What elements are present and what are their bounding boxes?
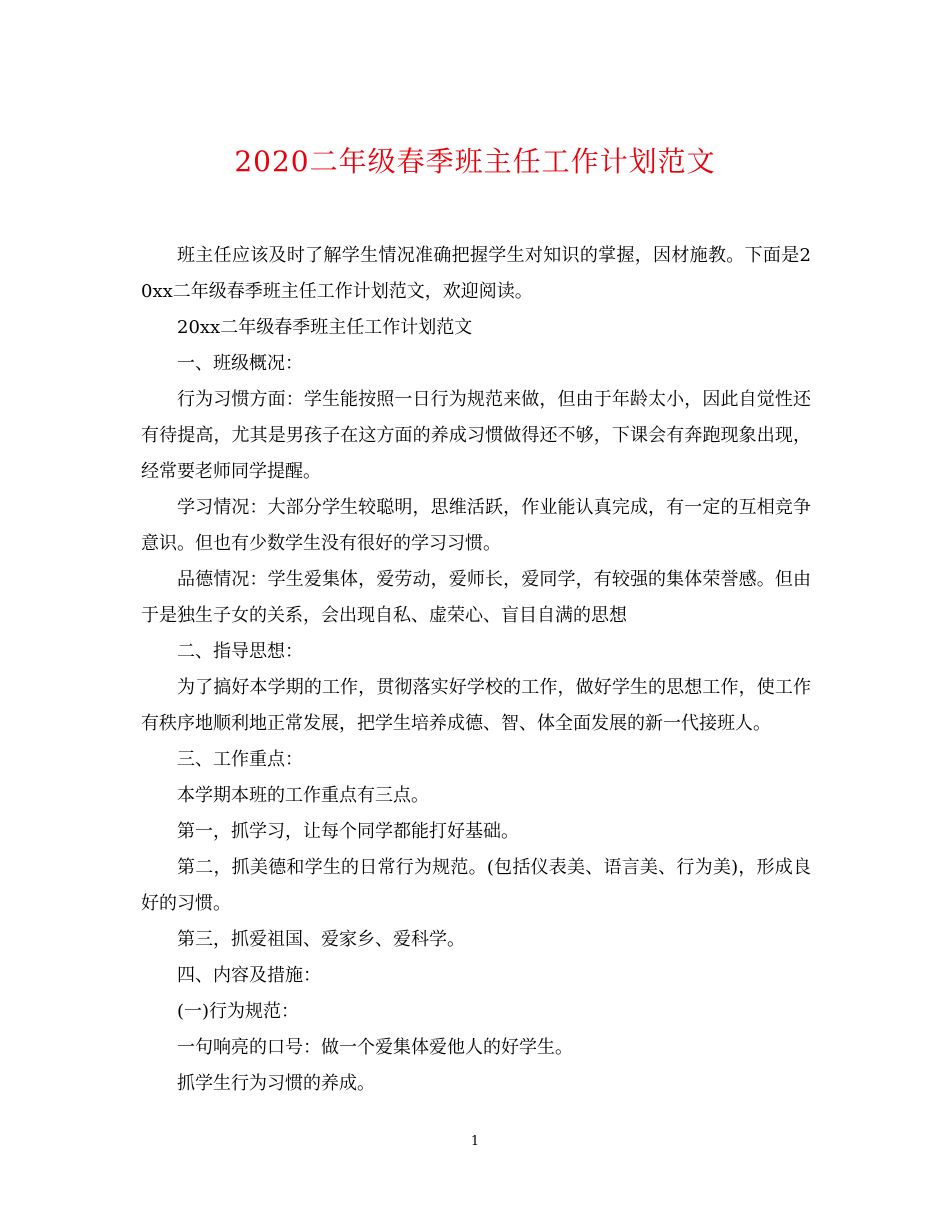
key-point-second: 第二，抓美德和学生的日常行为规范。(包括仪表美、语言美、行为美)，形成良好的习惯。	[141, 857, 811, 914]
section-heading-key-points: 三、工作重点：	[177, 749, 303, 770]
section-heading-measures: 四、内容及措施：	[177, 965, 321, 986]
intro-paragraph: 班主任应该及时了解学生情况准确把握学生对知识的掌握，因材施教。下面是20xx二年级春季班主任工作计划范文，欢迎阅读。	[141, 245, 811, 302]
subsection-heading-behavior-norms: (一)行为规范：	[177, 1001, 300, 1022]
section-heading-class-overview: 一、班级概况：	[177, 353, 303, 374]
section-heading-guiding-thought: 二、指导思想：	[177, 641, 303, 662]
key-point-first: 第一，抓学习，让每个同学都能打好基础。	[177, 821, 519, 842]
key-points-intro: 本学期本班的工作重点有三点。	[177, 785, 429, 806]
document-title: 2020二年级春季班主任工作计划范文	[234, 145, 716, 178]
habit-paragraph: 抓学生行为习惯的养成。	[177, 1073, 375, 1094]
document-body	[141, 238, 811, 1102]
study-paragraph: 学习情况：大部分学生较聪明，思维活跃，作业能认真完成，有一定的互相竞争意识。但也有少数学生没有很好的学习习惯。	[141, 497, 811, 554]
behavior-paragraph: 行为习惯方面：学生能按照一日行为规范来做，但由于年龄太小，因此自觉性还有待提高，尤其是男孩子在这方面的养成习惯做得还不够，下课会有奔跑现象出现，经常要老师同学提醒。	[141, 389, 811, 482]
key-point-third: 第三，抓爱祖国、爱家乡、爱科学。	[177, 929, 465, 950]
slogan-paragraph: 一句响亮的口号：做一个爱集体爱他人的好学生。	[177, 1037, 573, 1058]
page-number: 1	[470, 1134, 480, 1149]
guiding-thought-paragraph: 为了搞好本学期的工作，贯彻落实好学校的工作，做好学生的思想工作，使工作有秩序地顺利地正常发展，把学生培养成德、智、体全面发展的新一代接班人。	[141, 677, 811, 734]
morality-paragraph: 品德情况：学生爱集体，爱劳动，爱师长，爱同学，有较强的集体荣誉感。但由于是独生子女的关系，会出现自私、虚荣心、盲目自满的思想	[141, 569, 811, 626]
subtitle-paragraph: 20xx二年级春季班主任工作计划范文	[177, 317, 473, 338]
